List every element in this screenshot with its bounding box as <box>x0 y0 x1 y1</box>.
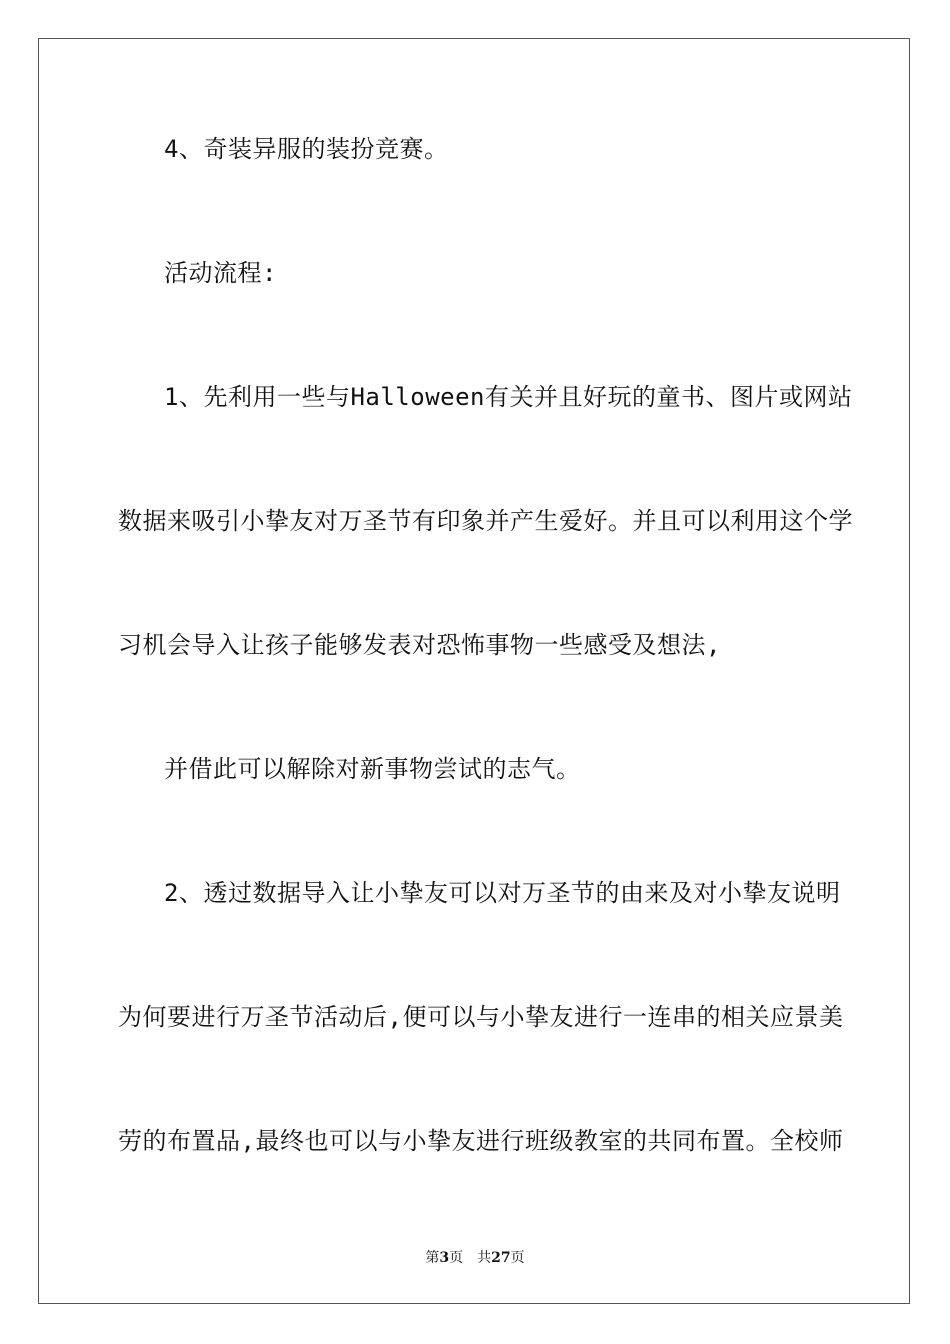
paragraph-line: 数据来吸引小挚友对万圣节有印象并产生爱好。并且可以利用这个学 <box>118 507 853 535</box>
page-footer <box>0 1249 950 1267</box>
total-prefix: 共 <box>477 1250 492 1266</box>
paragraph-line: 劳的布置品,最终也可以与小挚友进行班级教室的共同布置。全校师 <box>118 1127 844 1155</box>
paragraph-line: 习机会导入让孩子能够发表对恐怖事物一些感受及想法, <box>118 631 721 659</box>
section-heading: 活动流程: <box>164 259 277 287</box>
page-suffix: 页 <box>449 1250 464 1266</box>
paragraph-line: 并借此可以解除对新事物尝试的志气。 <box>164 755 581 783</box>
page-number: 3 <box>439 1250 450 1266</box>
paragraph-line: 为何要进行万圣节活动后,便可以与小挚友进行一连串的相关应景美 <box>118 1003 844 1031</box>
total-pages: 27 <box>491 1250 511 1266</box>
page-border <box>38 38 910 1304</box>
total-suffix: 页 <box>510 1250 525 1266</box>
paragraph-line: 1、先利用一些与Halloween有关并且好玩的童书、图片或网站 <box>164 383 853 411</box>
paragraph-line: 4、奇装异服的装扮竞赛。 <box>164 135 449 163</box>
page-prefix: 第 <box>425 1250 440 1266</box>
paragraph-line: 2、透过数据导入让小挚友可以对万圣节的由来及对小挚友说明 <box>164 879 841 907</box>
